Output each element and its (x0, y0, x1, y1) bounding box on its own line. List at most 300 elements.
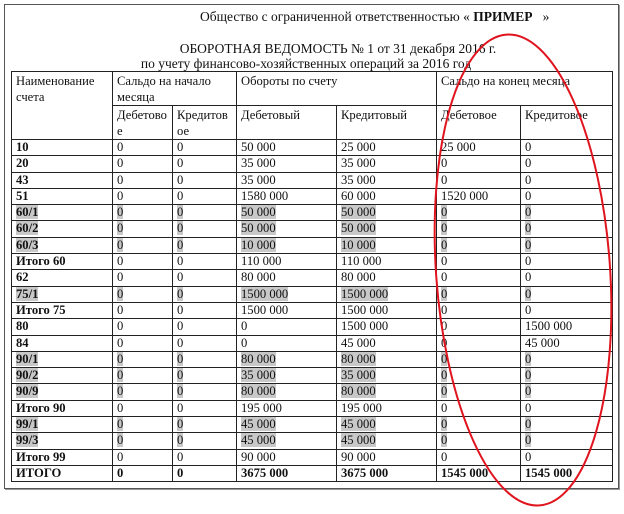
table-row (12, 172, 613, 188)
account-label: 90/9 (16, 384, 39, 399)
cell-value: 0 (241, 335, 248, 350)
opening-credit-cell (173, 400, 237, 416)
opening-debit-cell (113, 140, 173, 156)
closing-debit-cell (437, 335, 521, 351)
account-cell (12, 335, 113, 351)
header-opening-credit: Кредитовое (173, 106, 237, 140)
cell-value: 0 (117, 302, 124, 317)
closing-debit-cell (437, 368, 521, 384)
opening-debit-cell (113, 221, 173, 237)
turnover-credit-cell (337, 351, 437, 367)
total-closing-debit: 1545 000 (437, 465, 521, 481)
turnover-debit-cell (237, 400, 337, 416)
cell-value: 0 (441, 172, 448, 187)
closing-credit-cell (521, 368, 613, 384)
turnover-credit-cell (337, 400, 437, 416)
cell-value: 0 (177, 368, 184, 383)
opening-credit-cell (173, 270, 237, 286)
cell-value: 35 000 (241, 172, 276, 187)
cell-value: 0 (177, 254, 184, 269)
opening-credit-cell (173, 351, 237, 367)
account-label: 51 (16, 188, 29, 203)
cell-value: 1500 000 (241, 286, 289, 301)
cell-value: 0 (441, 270, 448, 285)
closing-credit-cell (521, 417, 613, 433)
opening-credit-cell (173, 335, 237, 351)
cell-value: 0 (177, 417, 184, 432)
cell-value: 0 (525, 351, 532, 366)
table-row (12, 368, 613, 384)
total-opening-credit: 0 (173, 465, 237, 481)
header-turnover: Обороты по счету (237, 72, 437, 106)
closing-credit-cell (521, 335, 613, 351)
account-cell (12, 156, 113, 172)
turnover-credit-cell (337, 188, 437, 204)
account-label: 80 (16, 319, 29, 334)
cell-value: 0 (177, 400, 184, 415)
cell-value: 0 (177, 335, 184, 350)
opening-credit-cell (173, 417, 237, 433)
cell-value: 0 (525, 254, 532, 269)
cell-value: 0 (441, 205, 448, 220)
cell-value: 50 000 (241, 205, 276, 220)
cell-value: 50 000 (241, 221, 276, 236)
cell-value: 0 (177, 237, 184, 252)
cell-value: 45 000 (241, 433, 276, 448)
org-name: ПРИМЕР (473, 9, 533, 24)
cell-value: 0 (441, 286, 448, 301)
cell-value: 0 (117, 254, 124, 269)
cell-value: 1500 000 (341, 302, 389, 317)
opening-credit-cell (173, 449, 237, 465)
opening-credit-cell (173, 237, 237, 253)
opening-debit-cell (113, 319, 173, 335)
cell-value: 45 000 (525, 335, 560, 350)
closing-debit-cell (437, 302, 521, 318)
table-row (12, 254, 613, 270)
cell-value: 0 (177, 156, 184, 171)
closing-debit-cell (437, 319, 521, 335)
cell-value: 0 (117, 433, 124, 448)
account-cell (12, 433, 113, 449)
account-label: Итого 75 (16, 302, 66, 317)
account-label: 43 (16, 172, 29, 187)
cell-value: 0 (177, 433, 184, 448)
table-row (12, 205, 613, 221)
opening-debit-cell (113, 205, 173, 221)
header-turnover-debit: Дебетовый (237, 106, 337, 140)
cell-value: 45 000 (341, 335, 376, 350)
account-cell (12, 237, 113, 253)
account-cell (12, 368, 113, 384)
account-cell (12, 400, 113, 416)
table-row (12, 400, 613, 416)
cell-value: 0 (117, 417, 124, 432)
turnover-debit-cell (237, 205, 337, 221)
cell-value: 0 (441, 335, 448, 350)
closing-debit-cell (437, 270, 521, 286)
cell-value: 0 (241, 319, 248, 334)
table-row (12, 302, 613, 318)
cell-value: 0 (441, 302, 448, 317)
turnover-debit-cell (237, 417, 337, 433)
turnover-credit-cell (337, 270, 437, 286)
cell-value: 0 (177, 172, 184, 187)
opening-credit-cell (173, 384, 237, 400)
cell-value: 80 000 (341, 384, 376, 399)
cell-value: 0 (525, 156, 532, 171)
turnover-debit-cell (237, 384, 337, 400)
cell-value: 0 (177, 302, 184, 317)
turnover-table (11, 71, 613, 482)
cell-value: 90 000 (241, 449, 276, 464)
organization-line (200, 9, 549, 25)
cell-value: 0 (441, 384, 448, 399)
cell-value: 50 000 (341, 221, 376, 236)
header-row-1 (12, 72, 613, 106)
opening-debit-cell (113, 286, 173, 302)
closing-credit-cell (521, 319, 613, 335)
turnover-debit-cell (237, 335, 337, 351)
turnover-debit-cell (237, 351, 337, 367)
opening-debit-cell (113, 400, 173, 416)
cell-value: 0 (525, 221, 532, 236)
turnover-debit-cell (237, 286, 337, 302)
cell-value: 90 000 (341, 449, 376, 464)
account-label: 99/3 (16, 433, 39, 448)
cell-value: 0 (441, 237, 448, 252)
turnover-credit-cell (337, 335, 437, 351)
account-cell (12, 205, 113, 221)
cell-value: 60 000 (341, 188, 376, 203)
turnover-debit-cell (237, 433, 337, 449)
account-cell (12, 172, 113, 188)
turnover-credit-cell (337, 237, 437, 253)
cell-value: 0 (117, 188, 124, 203)
cell-value: 0 (441, 417, 448, 432)
total-label: ИТОГО (12, 465, 113, 481)
cell-value: 35 000 (341, 172, 376, 187)
cell-value: 110 000 (241, 254, 282, 269)
cell-value: 80 000 (341, 351, 376, 366)
turnover-credit-cell (337, 449, 437, 465)
cell-value: 0 (525, 417, 532, 432)
turnover-debit-cell (237, 368, 337, 384)
turnover-debit-cell (237, 156, 337, 172)
cell-value: 0 (117, 140, 124, 154)
cell-value: 0 (117, 270, 124, 285)
account-label: Итого 60 (16, 254, 66, 269)
table-row (12, 449, 613, 465)
turnover-credit-cell (337, 286, 437, 302)
account-label: Итого 90 (16, 400, 66, 415)
opening-debit-cell (113, 384, 173, 400)
cell-value: 0 (441, 319, 448, 334)
cell-value: 0 (117, 449, 124, 464)
table-row (12, 237, 613, 253)
opening-credit-cell (173, 254, 237, 270)
account-label: 60/2 (16, 221, 39, 236)
turnover-credit-cell (337, 140, 437, 156)
cell-value: 0 (525, 384, 532, 399)
account-cell (12, 221, 113, 237)
cell-value: 0 (525, 302, 532, 317)
cell-value: 1580 000 (241, 188, 289, 203)
closing-credit-cell (521, 400, 613, 416)
turnover-debit-cell (237, 270, 337, 286)
opening-credit-cell (173, 302, 237, 318)
cell-value: 80 000 (241, 384, 276, 399)
cell-value: 45 000 (341, 433, 376, 448)
account-label: Итого 99 (16, 449, 66, 464)
opening-debit-cell (113, 433, 173, 449)
header-opening-balance: Сальдо на начало месяца (113, 72, 237, 106)
cell-value: 1500 000 (341, 286, 389, 301)
closing-credit-cell (521, 140, 613, 156)
closing-debit-cell (437, 254, 521, 270)
closing-credit-cell (521, 205, 613, 221)
cell-value: 0 (177, 270, 184, 285)
total-turnover-credit: 3675 000 (337, 465, 437, 481)
cell-value: 50 000 (341, 205, 376, 220)
account-cell (12, 254, 113, 270)
turnover-credit-cell (337, 417, 437, 433)
cell-value: 0 (117, 335, 124, 350)
turnover-credit-cell (337, 433, 437, 449)
account-label: 99/1 (16, 417, 39, 432)
turnover-credit-cell (337, 368, 437, 384)
cell-value: 0 (525, 188, 532, 203)
account-cell (12, 417, 113, 433)
cell-value: 1500 000 (241, 302, 289, 317)
account-cell (12, 449, 113, 465)
closing-credit-cell (521, 270, 613, 286)
cell-value: 0 (441, 449, 448, 464)
turnover-credit-cell (337, 172, 437, 188)
closing-debit-cell (437, 351, 521, 367)
cell-value: 10 000 (341, 237, 376, 252)
cell-value: 35 000 (341, 368, 376, 383)
closing-credit-cell (521, 221, 613, 237)
cell-value: 0 (441, 221, 448, 236)
opening-debit-cell (113, 417, 173, 433)
org-suffix: » (542, 9, 550, 24)
table-row (12, 270, 613, 286)
closing-debit-cell (437, 221, 521, 237)
account-label: 20 (16, 156, 29, 171)
turnover-debit-cell (237, 172, 337, 188)
statement-title: ОБОРОТНАЯ ВЕДОМОСТЬ № 1 от 31 декабря 2016 г. (179, 41, 497, 56)
closing-credit-cell (521, 302, 613, 318)
cell-value: 50 000 (241, 140, 276, 154)
account-label: 60/3 (16, 237, 39, 252)
opening-debit-cell (113, 368, 173, 384)
cell-value: 0 (117, 286, 124, 301)
header-closing-credit: Кредитовое (521, 106, 613, 140)
cell-value: 0 (117, 221, 124, 236)
table-row (12, 335, 613, 351)
statement-subtitle: по учету финансово-хозяйственных операций за 2016 год (140, 56, 472, 71)
account-label: 75/1 (16, 286, 39, 301)
closing-debit-cell (437, 205, 521, 221)
table-row (12, 188, 613, 204)
cell-value: 195 000 (241, 400, 282, 415)
cell-value: 25 000 (341, 140, 376, 154)
closing-debit-cell (437, 156, 521, 172)
cell-value: 0 (525, 368, 532, 383)
opening-debit-cell (113, 302, 173, 318)
header-closing-balance: Сальдо на конец месяца (437, 72, 613, 106)
turnover-debit-cell (237, 319, 337, 335)
header-turnover-credit: Кредитовый (337, 106, 437, 140)
turnover-debit-cell (237, 221, 337, 237)
cell-value: 25 000 (441, 140, 476, 154)
cell-value: 0 (525, 449, 532, 464)
cell-value: 1520 000 (441, 188, 489, 203)
closing-credit-cell (521, 449, 613, 465)
turnover-debit-cell (237, 237, 337, 253)
closing-credit-cell (521, 188, 613, 204)
turnover-credit-cell (337, 302, 437, 318)
turnover-debit-cell (237, 140, 337, 156)
opening-credit-cell (173, 205, 237, 221)
cell-value: 0 (117, 237, 124, 252)
opening-credit-cell (173, 140, 237, 156)
closing-credit-cell (521, 172, 613, 188)
cell-value: 0 (117, 172, 124, 187)
cell-value: 0 (441, 400, 448, 415)
cell-value: 0 (441, 156, 448, 171)
table-row (12, 384, 613, 400)
opening-debit-cell (113, 335, 173, 351)
cell-value: 0 (177, 140, 184, 154)
opening-credit-cell (173, 156, 237, 172)
opening-debit-cell (113, 172, 173, 188)
total-turnover-debit: 3675 000 (237, 465, 337, 481)
cell-value: 110 000 (341, 254, 382, 269)
cell-value: 10 000 (241, 237, 276, 252)
account-cell (12, 302, 113, 318)
cell-value: 80 000 (241, 351, 276, 366)
opening-credit-cell (173, 368, 237, 384)
cell-value: 0 (177, 286, 184, 301)
opening-credit-cell (173, 319, 237, 335)
turnover-credit-cell (337, 319, 437, 335)
total-row (12, 465, 613, 481)
cell-value: 0 (117, 368, 124, 383)
account-cell (12, 351, 113, 367)
cell-value: 0 (525, 433, 532, 448)
closing-debit-cell (437, 188, 521, 204)
account-cell (12, 140, 113, 156)
cell-value: 0 (177, 319, 184, 334)
turnover-debit-cell (237, 188, 337, 204)
cell-value: 0 (117, 205, 124, 220)
cell-value: 35 000 (341, 156, 376, 171)
cell-value: 0 (525, 237, 532, 252)
closing-debit-cell (437, 237, 521, 253)
cell-value: 1500 000 (341, 319, 389, 334)
table-row (12, 433, 613, 449)
account-label: 60/1 (16, 205, 39, 220)
cell-value: 0 (177, 449, 184, 464)
cell-value: 0 (441, 351, 448, 366)
closing-debit-cell (437, 286, 521, 302)
closing-credit-cell (521, 351, 613, 367)
opening-debit-cell (113, 254, 173, 270)
table-row (12, 156, 613, 172)
account-label: 90/2 (16, 368, 39, 383)
cell-value: 35 000 (241, 156, 276, 171)
table-row (12, 351, 613, 367)
turnover-credit-cell (337, 205, 437, 221)
cell-value: 195 000 (341, 400, 382, 415)
table-row (12, 286, 613, 302)
turnover-debit-cell (237, 302, 337, 318)
table-row (12, 319, 613, 335)
account-label: 62 (16, 270, 29, 285)
turnover-credit-cell (337, 384, 437, 400)
cell-value: 0 (525, 270, 532, 285)
cell-value: 0 (177, 351, 184, 366)
org-prefix: Общество с ограниченной ответственностью « (200, 9, 470, 24)
turnover-credit-cell (337, 254, 437, 270)
cell-value: 0 (117, 384, 124, 399)
opening-debit-cell (113, 270, 173, 286)
total-opening-debit: 0 (113, 465, 173, 481)
cell-value: 1500 000 (525, 319, 573, 334)
opening-debit-cell (113, 351, 173, 367)
cell-value: 0 (525, 400, 532, 415)
closing-debit-cell (437, 433, 521, 449)
cell-value: 0 (117, 156, 124, 171)
opening-credit-cell (173, 433, 237, 449)
opening-credit-cell (173, 172, 237, 188)
closing-debit-cell (437, 417, 521, 433)
opening-credit-cell (173, 221, 237, 237)
cell-value: 0 (177, 188, 184, 203)
closing-credit-cell (521, 156, 613, 172)
closing-debit-cell (437, 449, 521, 465)
cell-value: 0 (177, 384, 184, 399)
cell-value: 0 (117, 319, 124, 334)
opening-debit-cell (113, 188, 173, 204)
cell-value: 0 (441, 368, 448, 383)
account-cell (12, 270, 113, 286)
total-closing-credit: 1545 000 (521, 465, 613, 481)
cell-value: 0 (177, 205, 184, 220)
account-label: 90/1 (16, 351, 39, 366)
cell-value: 0 (525, 205, 532, 220)
cell-value: 0 (441, 433, 448, 448)
cell-value: 45 000 (341, 417, 376, 432)
turnover-debit-cell (237, 449, 337, 465)
turnover-credit-cell (337, 221, 437, 237)
closing-credit-cell (521, 433, 613, 449)
header-account: Наименование счета (12, 72, 113, 140)
cell-value: 0 (441, 254, 448, 269)
account-cell (12, 384, 113, 400)
account-label: 84 (16, 335, 29, 350)
table-row (12, 140, 613, 156)
closing-debit-cell (437, 384, 521, 400)
cell-value: 0 (177, 221, 184, 236)
cell-value: 80 000 (341, 270, 376, 285)
header-opening-debit: Дебетовое (113, 106, 173, 140)
turnover-credit-cell (337, 156, 437, 172)
turnover-debit-cell (237, 254, 337, 270)
closing-credit-cell (521, 384, 613, 400)
